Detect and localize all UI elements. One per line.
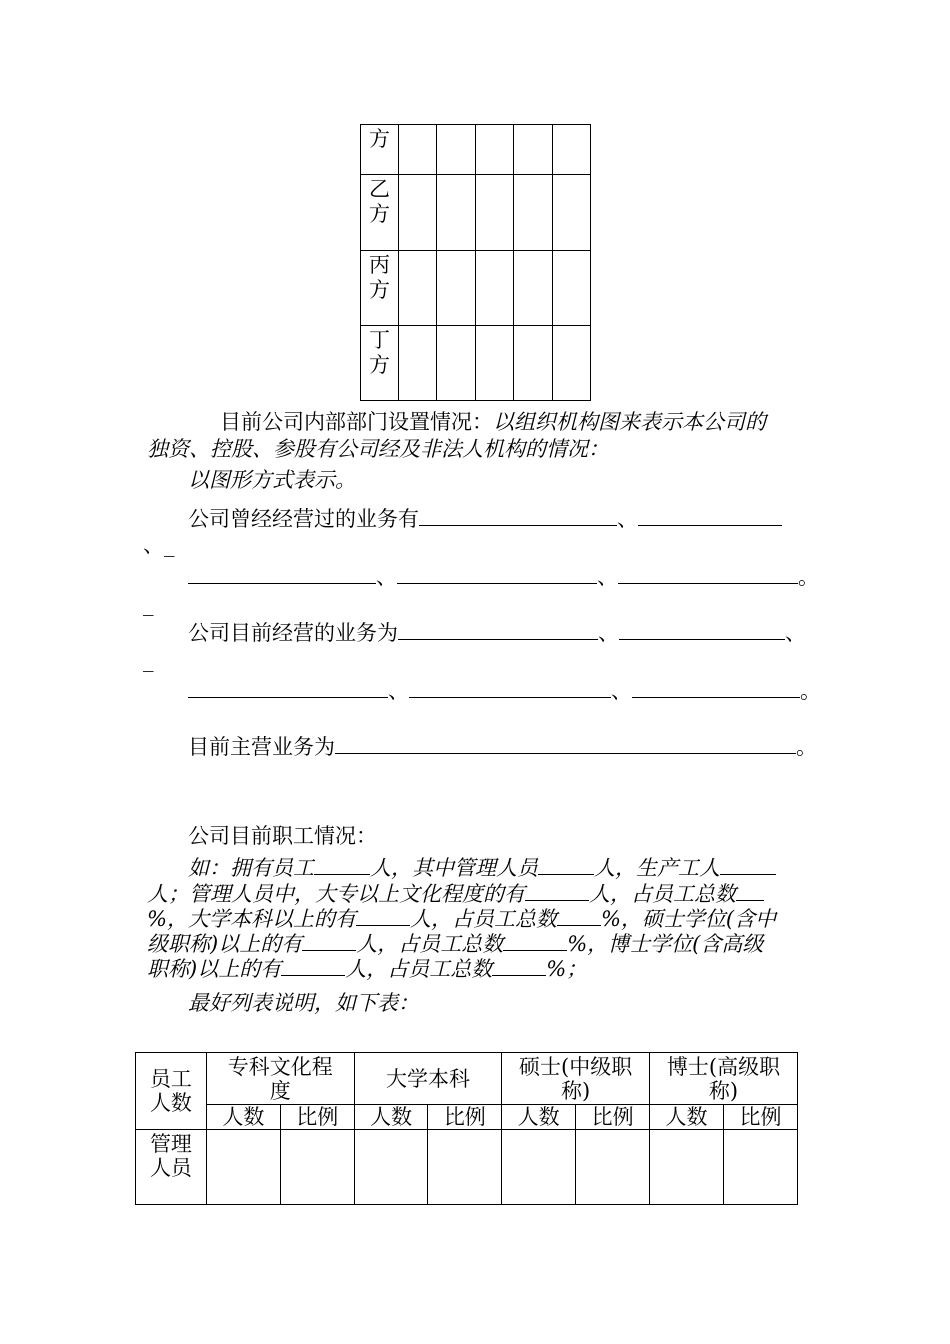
table-cell	[398, 251, 436, 326]
table-cell	[724, 1130, 798, 1205]
text: 级职称)以上的有	[147, 932, 303, 956]
blank-field[interactable]	[356, 905, 410, 926]
stray-mark: _	[164, 533, 175, 557]
dept-lead: 目前公司内部部门设置情况：	[220, 410, 493, 434]
blank-field[interactable]	[492, 955, 546, 976]
blank-field[interactable]	[188, 677, 388, 698]
table-cell	[552, 326, 590, 401]
text: 人，占员工总数	[356, 932, 504, 956]
table-cell	[437, 125, 475, 175]
table-cell	[280, 1130, 354, 1205]
row-label	[136, 1130, 207, 1205]
text: 人，占员工总数	[345, 957, 493, 981]
row-label: 丙方	[361, 251, 399, 326]
table-cell	[475, 251, 513, 326]
table-cell	[514, 125, 552, 175]
sub-header: 比例	[724, 1105, 798, 1130]
current-business-line-2	[188, 677, 821, 704]
text: %，硕士学位(含中	[600, 907, 777, 931]
group-header-text: 硕士(中级职称)	[519, 1054, 633, 1103]
blank-field[interactable]	[525, 880, 589, 901]
staff-heading: 公司目前职工情况：	[188, 824, 377, 848]
text: 人，其中管理人员	[370, 856, 538, 880]
blank-field[interactable]	[397, 563, 597, 584]
main-business-label: 目前主营业务为	[188, 735, 335, 759]
table-cell	[354, 1130, 428, 1205]
blank-field[interactable]	[188, 563, 376, 584]
table-row	[361, 251, 591, 326]
blank-field[interactable]	[736, 880, 764, 901]
staff-example-line-1	[188, 854, 776, 881]
table-row	[361, 326, 591, 401]
separator: 、	[376, 565, 397, 589]
table-cell	[475, 175, 513, 251]
table-cell	[428, 1130, 502, 1205]
corner-header	[136, 1053, 207, 1130]
table-cell	[437, 326, 475, 401]
text: 人，生产工人	[594, 856, 720, 880]
row-label: 乙方	[361, 175, 399, 251]
sub-header: 人数	[650, 1105, 724, 1130]
table-cell	[475, 326, 513, 401]
separator: 、	[388, 679, 409, 703]
group-header	[650, 1053, 798, 1105]
table-cell	[514, 175, 552, 251]
blank-field[interactable]	[557, 905, 601, 926]
sub-header: 人数	[354, 1105, 428, 1130]
separator: 、	[611, 679, 632, 703]
table-cell	[437, 251, 475, 326]
table-cell	[514, 326, 552, 401]
shareholder-table	[360, 124, 591, 401]
table-row	[361, 125, 591, 175]
sub-header: 比例	[428, 1105, 502, 1130]
table-cell	[398, 326, 436, 401]
blank-field[interactable]	[638, 505, 782, 526]
blank-field[interactable]	[409, 677, 611, 698]
group-header	[206, 1053, 354, 1105]
sub-header: 人数	[206, 1105, 280, 1130]
blank-field[interactable]	[281, 955, 345, 976]
table-cell	[398, 175, 436, 251]
table-row	[361, 175, 591, 251]
sub-header: 比例	[280, 1105, 354, 1130]
table-row	[136, 1053, 798, 1105]
blank-field[interactable]	[618, 563, 798, 584]
table-cell	[650, 1130, 724, 1205]
staff-example-line-5	[147, 955, 587, 982]
group-header	[502, 1053, 650, 1105]
blank-field[interactable]	[419, 505, 617, 526]
blank-field[interactable]	[398, 619, 598, 640]
staff-example-line-2	[147, 880, 764, 907]
table-cell	[514, 251, 552, 326]
separator: 、	[598, 621, 619, 645]
sub-header: 人数	[502, 1105, 576, 1130]
table-row	[136, 1105, 798, 1130]
text: 如：拥有员工	[188, 856, 314, 880]
row-label: 丁方	[361, 326, 399, 401]
blank-field[interactable]	[632, 677, 800, 698]
corner-header-text: 员工人数	[149, 1067, 192, 1115]
separator: 、	[143, 533, 164, 557]
text: 人；管理人员中，大专以上文化程度的有	[147, 882, 525, 906]
blank-field[interactable]	[619, 619, 785, 640]
table-cell	[475, 125, 513, 175]
period: 。	[798, 565, 819, 589]
period: 。	[796, 735, 817, 759]
table-cell	[552, 251, 590, 326]
past-business-wrap	[143, 532, 175, 558]
dept-line-2: 独资、控股、参股有公司经及非法人机构的情况：	[147, 437, 609, 461]
text: 人，占员工总数	[409, 907, 557, 931]
blank-field[interactable]	[720, 854, 776, 875]
group-header: 大学本科	[354, 1053, 501, 1105]
separator: 、	[617, 507, 638, 531]
dept-line-1	[220, 409, 766, 435]
sub-header: 比例	[576, 1105, 650, 1130]
blank-field[interactable]	[538, 854, 594, 875]
graphic-note: 以图形方式表示。	[188, 468, 356, 492]
table-cell	[206, 1130, 280, 1205]
past-business-label: 公司曾经经营过的业务有	[188, 507, 419, 531]
group-header-text: 博士(高级职称)	[666, 1054, 781, 1103]
table-row	[136, 1130, 798, 1205]
table-cell	[552, 125, 590, 175]
separator: 、	[597, 565, 618, 589]
main-business-line	[188, 733, 817, 760]
row-label: 方	[361, 125, 399, 175]
text: %，大学本科以上的有	[147, 907, 356, 931]
text: %，博士学位(含高级	[567, 932, 764, 956]
separator: 、	[785, 621, 806, 645]
current-business-label: 公司目前经营的业务为	[188, 621, 398, 645]
blank-field[interactable]	[314, 854, 370, 875]
table-cell	[437, 175, 475, 251]
staff-example-line-3	[147, 905, 776, 932]
staff-example-line-4	[147, 930, 763, 957]
current-business-line-1	[188, 619, 806, 646]
blank-field[interactable]	[302, 930, 356, 951]
group-header-text: 专科文化程度	[227, 1054, 333, 1103]
text: 人，占员工总数	[589, 882, 736, 906]
past-business-line-2	[188, 563, 819, 590]
table-cell	[502, 1130, 576, 1205]
blank-field[interactable]	[503, 930, 567, 951]
blank-field[interactable]	[335, 733, 796, 754]
past-business-line-1	[188, 505, 782, 532]
row-label-text: 管理人员	[149, 1132, 192, 1180]
table-note: 最好列表说明，如下表：	[188, 991, 419, 1015]
table-cell	[552, 175, 590, 251]
text: 职称)以上的有	[147, 957, 282, 981]
text: %；	[546, 957, 588, 981]
table-cell	[576, 1130, 650, 1205]
stray-mark: _	[143, 648, 154, 672]
dept-italic: 以组织机构图来表示本公司的	[493, 410, 766, 434]
stray-mark: _	[143, 592, 154, 616]
staff-table	[135, 1052, 798, 1205]
period: 。	[800, 679, 821, 703]
table-cell	[398, 125, 436, 175]
